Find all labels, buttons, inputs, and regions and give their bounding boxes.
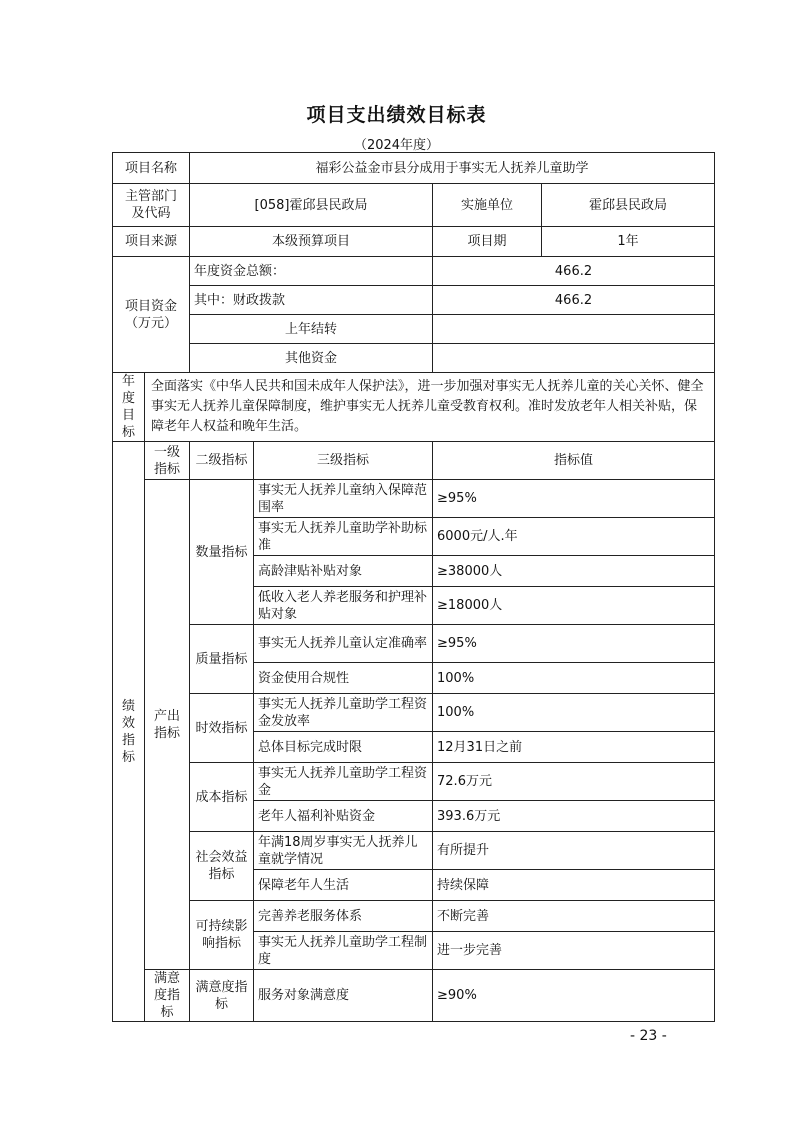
indicator-name: 保障老年人生活 <box>254 870 433 901</box>
indicators-side-label <box>113 442 145 1022</box>
annual-goal-label <box>113 373 145 442</box>
quality-indicator-label: 质量指标 <box>190 625 254 694</box>
funds-row-label: 其他资金 <box>190 344 433 373</box>
side-label-char: 指 <box>121 732 135 748</box>
year-subtitle: （2024年度） <box>353 138 440 153</box>
indicator-value: 进一步完善 <box>433 932 715 970</box>
funds-row-value <box>433 315 715 344</box>
header-level3: 三级指标 <box>254 442 433 480</box>
dept-value: [058]霍邱县民政局 <box>190 184 433 227</box>
indicator-value: 393.6万元 <box>433 801 715 832</box>
indicator-name: 年满18周岁事实无人抚养儿童就学情况 <box>254 832 433 870</box>
header-level2: 二级指标 <box>190 442 254 480</box>
indicator-value: ≥90% <box>433 970 715 1022</box>
indicator-name: 服务对象满意度 <box>254 970 433 1022</box>
indicator-name: 完善养老服务体系 <box>254 901 433 932</box>
goal-label-char: 目 <box>121 408 135 423</box>
side-label-char: 效 <box>121 715 135 731</box>
dept-label-line1: 主管部门 <box>125 189 178 204</box>
indicator-value: ≥95% <box>433 625 715 663</box>
satisfaction-indicator-label: 满意度指标 <box>190 970 254 1022</box>
indicator-name: 高龄津贴补贴对象 <box>254 556 433 587</box>
header-level1: 一级指标 <box>145 442 190 480</box>
period-label: 项目期 <box>433 227 542 257</box>
funds-row-label: 其中：财政拨款 <box>190 286 433 315</box>
indicator-name: 事实无人抚养儿童助学工程制度 <box>254 932 433 970</box>
indicator-name: 事实无人抚养儿童助学补助标准 <box>254 518 433 556</box>
goal-label-char: 度 <box>121 391 135 406</box>
source-label: 项目来源 <box>113 227 190 257</box>
indicator-name: 事实无人抚养儿童认定准确率 <box>254 625 433 663</box>
indicator-value: ≥38000人 <box>433 556 715 587</box>
indicator-name: 事实无人抚养儿童助学工程资金 <box>254 763 433 801</box>
unit-label: 实施单位 <box>433 184 542 227</box>
funds-label-line2: （万元） <box>125 315 178 331</box>
indicator-value: 12月31日之前 <box>433 732 715 763</box>
indicator-name: 低收入老人养老服务和护理补贴对象 <box>254 587 433 625</box>
indicator-value: 有所提升 <box>433 832 715 870</box>
indicator-value: 100% <box>433 694 715 732</box>
performance-target-table <box>112 152 715 1022</box>
funds-row-value: 466.2 <box>433 257 715 286</box>
funds-label-line1: 项目资金 <box>125 298 178 314</box>
funds-row-label: 年度资金总额： <box>190 257 433 286</box>
indicator-name: 资金使用合规性 <box>254 663 433 694</box>
funds-row-value: 466.2 <box>433 286 715 315</box>
indicator-name: 事实无人抚养儿童纳入保障范围率 <box>254 480 433 518</box>
page-title: 项目支出绩效目标表 <box>306 104 487 126</box>
annual-goal-text: 全面落实《中华人民共和国未成年人保护法》，进一步加强对事实无人抚养儿童的关心关怀、健全事实无人抚养儿童保障制度，维护事实无人抚养儿童受教育权利。准时发放老年人相关补贴，保障老年人权益和晚年生活。 <box>145 373 715 442</box>
project-name-label: 项目名称 <box>113 153 190 184</box>
indicator-value: 72.6万元 <box>433 763 715 801</box>
side-label-char: 标 <box>121 749 135 765</box>
output-indicator-label: 产出指标 <box>145 480 190 970</box>
page-number: - 23 - <box>630 1028 667 1044</box>
indicator-value: ≥18000人 <box>433 587 715 625</box>
funds-row-label: 上年结转 <box>190 315 433 344</box>
sustain-indicator-label: 可持续影响指标 <box>190 901 254 970</box>
funds-label <box>113 257 190 373</box>
indicator-name: 老年人福利补贴资金 <box>254 801 433 832</box>
header-value: 指标值 <box>433 442 715 480</box>
timeliness-indicator-label: 时效指标 <box>190 694 254 763</box>
indicator-name: 总体目标完成时限 <box>254 732 433 763</box>
satisfaction-l1-label: 满意度指标 <box>145 970 190 1022</box>
side-label-char: 绩 <box>121 698 135 714</box>
indicator-value: 不断完善 <box>433 901 715 932</box>
indicator-name: 事实无人抚养儿童助学工程资金发放率 <box>254 694 433 732</box>
indicator-value: 持续保障 <box>433 870 715 901</box>
source-value: 本级预算项目 <box>190 227 433 257</box>
dept-label-line2: 及代码 <box>131 206 171 221</box>
social-indicator-label: 社会效益指标 <box>190 832 254 901</box>
indicator-value: 6000元/人.年 <box>433 518 715 556</box>
goal-label-char: 年 <box>121 374 135 389</box>
cost-indicator-label: 成本指标 <box>190 763 254 832</box>
indicator-value: ≥95% <box>433 480 715 518</box>
indicator-value: 100% <box>433 663 715 694</box>
unit-value: 霍邱县民政局 <box>542 184 715 227</box>
funds-row-value <box>433 344 715 373</box>
goal-label-char: 标 <box>121 425 135 440</box>
dept-label <box>113 184 190 227</box>
project-name-value: 福彩公益金市县分成用于事实无人抚养儿童助学 <box>190 153 715 184</box>
quantity-indicator-label: 数量指标 <box>190 480 254 625</box>
period-value: 1年 <box>542 227 715 257</box>
